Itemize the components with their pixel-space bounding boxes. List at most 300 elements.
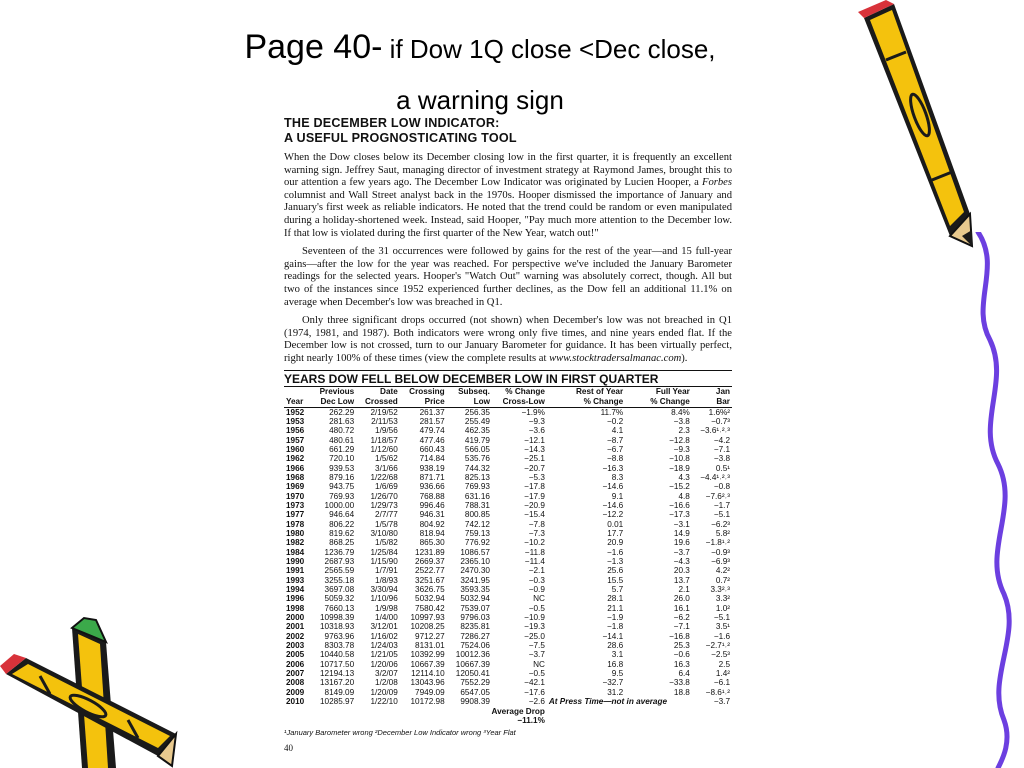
table-cell: −8.8 [607, 454, 624, 464]
table-cell: 2002 [286, 631, 305, 641]
press-time-note: At Press Time—not in average [548, 697, 668, 707]
table-cell: −1.3 [607, 557, 624, 566]
table-cell: −2.5³ [711, 650, 730, 660]
table-cell: −3.8 [713, 454, 730, 464]
table-cell: 1957 [286, 435, 305, 445]
table-cell: 10392.99 [410, 650, 445, 660]
table-header-cell: % Change [625, 397, 692, 408]
table-cell: 631.16 [464, 491, 490, 501]
table-cell: 2007 [286, 669, 305, 679]
crayon-top-right-icon [858, 0, 976, 250]
table-cell: 2365.10 [460, 557, 490, 566]
table-cell: 2.3 [678, 426, 690, 436]
table-cell: 6.4 [678, 669, 690, 679]
table-cell: −12.8 [669, 435, 690, 445]
table-cell: 7580.42 [415, 603, 445, 613]
table-row [284, 445, 732, 454]
table-cell: −0.9³ [711, 547, 730, 557]
table-row [284, 641, 732, 650]
table-cell: 1/26/70 [370, 491, 398, 501]
table-cell: 1/10/96 [370, 594, 398, 604]
table-cell: 8235.81 [460, 622, 490, 632]
table-cell: 10667.39 [410, 659, 445, 669]
table-cell: 10717.50 [320, 659, 355, 669]
table-cell: −7.3 [528, 528, 545, 538]
article-paragraph-3 [284, 315, 732, 365]
table-cell: 5059.32 [324, 594, 355, 604]
table-cell: −16.3 [602, 463, 624, 473]
table-cell: −3.8 [673, 416, 690, 426]
table-cell: −4.4¹˒²˒³ [700, 472, 730, 482]
table-cell: 7660.13 [324, 603, 355, 613]
table-cell: 479.74 [419, 426, 445, 436]
table-cell: 9763.96 [324, 631, 355, 641]
table-cell: −10.9 [524, 613, 545, 623]
table-row [284, 660, 732, 669]
table-cell: −0.9 [528, 585, 545, 595]
table-cell: 9.5 [611, 669, 624, 679]
table-cell: 819.62 [329, 528, 355, 538]
table-cell: 26.0 [673, 594, 690, 604]
crayon-bottom-left-icon [0, 614, 180, 768]
table-cell: 1962 [286, 454, 305, 464]
table-cell: 742.12 [464, 519, 490, 529]
table-header-cell: % Change [547, 397, 625, 408]
slide-title-line2: a warning sign [396, 85, 564, 115]
table-cell: 1/5/62 [375, 454, 398, 464]
table-cell: 744.32 [464, 463, 490, 473]
table-cell: −33.8 [669, 678, 690, 688]
table-cell: 759.13 [464, 528, 490, 538]
slide-title-page: Page 40- [244, 28, 383, 66]
table-cell: 3.3²˒³ [710, 585, 730, 595]
table-cell: 477.46 [419, 435, 445, 445]
table-cell: −10.8 [669, 454, 690, 464]
table-cell: 281.63 [329, 416, 355, 426]
table-cell: −7.5 [528, 641, 545, 651]
table-row [284, 464, 732, 473]
table-cell: 660.43 [419, 444, 445, 454]
table-cell: −14.3 [524, 444, 545, 454]
table-cell: 3/2/07 [375, 669, 398, 679]
table-cell: 1/2/08 [375, 678, 398, 688]
table-cell: −3.1 [673, 519, 690, 529]
table-cell: −17.6 [524, 687, 545, 697]
table-cell: 1/22/68 [370, 472, 398, 482]
table-cell: −3.7 [673, 547, 690, 557]
table-cell: −1.9% [521, 407, 545, 417]
table-cell: −12.2 [602, 510, 624, 520]
table-cell: −14.1 [602, 631, 624, 641]
table-cell: 1952 [286, 407, 305, 417]
table-cell: 4.3 [678, 472, 690, 482]
table-row [284, 407, 732, 417]
table-cell: −2.1 [528, 566, 545, 576]
table-cell: 3255.18 [324, 575, 355, 585]
table-row [284, 650, 732, 659]
table-cell: NC [533, 659, 545, 669]
table-cell: 5.7 [611, 585, 624, 595]
table-cell: 21.1 [607, 603, 624, 613]
table-cell: 1968 [286, 472, 305, 482]
table-header-row-1 [284, 386, 732, 397]
table-cell: 3241.95 [460, 575, 490, 585]
table-cell: 939.53 [329, 463, 355, 473]
page-number: 40 [284, 743, 293, 754]
table-cell: 12050.41 [455, 669, 490, 679]
table-cell: 462.35 [464, 426, 490, 436]
table-cell: −3.7 [713, 697, 730, 707]
table-cell: 281.57 [419, 416, 445, 426]
table-cell: 1000.00 [324, 500, 355, 510]
table-header-cell: Year [284, 397, 310, 408]
table-cell: −6.7 [607, 444, 624, 454]
table-cell: 1/8/93 [375, 575, 398, 585]
table-cell: 2522.77 [415, 566, 445, 576]
article-paragraph-2: Seventeen of the 31 occurrences were followed by gains for the rest of the year—and 15 full-year gains—after the low for the year was reached. For perspective we've included the January Barometer readings for the selected years. Hooper's "Watch Out" warning was absolutely correct, though. All but two of the instances since 1952 experienced further declines, as the Dow fell an additional 11.1% on average when December's low was breached in Q1. [284, 246, 732, 308]
table-cell: 661.29 [329, 444, 355, 454]
table-cell: 865.30 [419, 538, 445, 548]
table-cell: 6547.05 [460, 687, 490, 697]
table-cell: −5.3 [528, 472, 545, 482]
table-cell: −12.1 [524, 435, 545, 445]
table-cell: −9.3 [528, 416, 545, 426]
table-cell: 2470.30 [460, 566, 490, 576]
table-cell: 480.72 [329, 426, 355, 436]
table-cell: 720.10 [329, 454, 355, 464]
table-cell: 10172.98 [410, 697, 445, 707]
table-cell: 3/1/66 [375, 463, 398, 473]
table-header-cell: Dec Low [310, 397, 356, 408]
table-cell: −17.8 [524, 482, 545, 492]
table-cell: 3/10/80 [370, 528, 398, 538]
table-cell: −0.7³ [711, 416, 730, 426]
table-row [284, 697, 732, 706]
table-cell: −7.8 [528, 519, 545, 529]
table-cell: 1/20/09 [370, 687, 398, 697]
table-row [284, 520, 732, 529]
table-cell: 10997.93 [410, 613, 445, 623]
table-cell: 25.3 [673, 641, 690, 651]
table-cell: 1977 [286, 510, 305, 520]
table-row [284, 501, 732, 510]
table-cell: 10318.93 [320, 622, 355, 632]
table-cell: −1.8¹˒² [705, 538, 730, 548]
table-cell: 9.1 [611, 491, 624, 501]
table-cell: 1/25/84 [370, 547, 398, 557]
table-cell: 1/16/02 [370, 631, 398, 641]
table-row [284, 585, 732, 594]
table-cell: 7286.27 [460, 631, 490, 641]
table-cell: 1/24/03 [370, 641, 398, 651]
table-cell: 1/6/69 [375, 482, 398, 492]
table-cell: 20.3 [673, 566, 690, 576]
table-cell: 4.1 [611, 426, 624, 436]
table-cell: 1969 [286, 482, 305, 492]
table-cell: 10667.39 [455, 659, 490, 669]
table-row [284, 454, 732, 463]
table-cell: 1/4/00 [375, 613, 398, 623]
table-cell: 8303.78 [324, 641, 355, 651]
table-cell: 25.6 [607, 566, 624, 576]
table-row [284, 622, 732, 631]
table-cell: −19.3 [524, 622, 545, 632]
table-cell: −14.6 [602, 482, 624, 492]
table-header-cell: Crossed [356, 397, 400, 408]
table-cell: 1960 [286, 444, 305, 454]
table-cell: −2.6 [528, 697, 545, 707]
table-cell: 1990 [286, 557, 305, 566]
table-cell: −8.7 [607, 435, 624, 445]
table-header-cell: % Change [505, 386, 545, 396]
table-cell: 868.25 [329, 538, 355, 548]
table-cell: 2006 [286, 659, 305, 669]
article-heading-line1: THE DECEMBER LOW INDICATOR: [284, 116, 500, 130]
book-page-scan [284, 116, 732, 764]
table-cell: 3.5¹ [715, 622, 730, 632]
table-cell: 714.84 [419, 454, 445, 464]
table-cell: 13167.20 [320, 678, 355, 688]
table-cell: 1231.89 [415, 547, 445, 557]
table-cell: 2009 [286, 687, 305, 697]
table-cell: 1998 [286, 603, 305, 613]
table-cell: 13.7 [673, 575, 690, 585]
table-row [284, 613, 732, 622]
table-cell: 1/18/57 [370, 435, 398, 445]
table-cell: 1/7/91 [375, 566, 398, 576]
table-cell: −15.2 [669, 482, 690, 492]
table-cell: 1994 [286, 585, 305, 595]
p1-text-b: columnist and Wall Street analyst back in the 1970s. Hooper dismissed the importance of January and January's first week as reliable indicators. He noted that the trend could be random or even manipulated during a holiday-shortened week. Instead, said Hooper, "Pay much more attention to the December low. If that low is violated during the first quarter of the New Year, watch out!" [284, 189, 732, 239]
table-cell: 2/19/52 [370, 407, 398, 417]
table-cell: 0.5¹ [715, 463, 730, 473]
table-cell: −6.2³ [711, 519, 730, 529]
table-cell: 2005 [286, 650, 305, 660]
table-cell: 535.76 [464, 454, 490, 464]
table-row [284, 604, 732, 613]
table-cell: 768.88 [419, 491, 445, 501]
table-cell: 946.64 [329, 510, 355, 520]
table-cell: 1973 [286, 500, 305, 510]
table-average-row [284, 707, 732, 716]
table-cell: 8.3 [611, 472, 624, 482]
table-cell: 2000 [286, 613, 305, 623]
table-cell: 3626.75 [415, 585, 445, 595]
table-cell: 16.8 [607, 659, 624, 669]
table-row [284, 688, 732, 697]
table-cell: 261.37 [419, 407, 445, 417]
table-cell: −20.9 [524, 500, 545, 510]
table-cell: 5032.94 [415, 594, 445, 604]
table-cell: 16.3 [673, 659, 690, 669]
table-cell: −3.6 [528, 426, 545, 436]
slide-title [100, 24, 860, 123]
table-cell: 566.05 [464, 444, 490, 454]
dow-table [284, 386, 732, 726]
table-cell: 20.9 [607, 538, 624, 548]
table-cell: −0.5 [528, 669, 545, 679]
table-cell: 13043.96 [410, 678, 445, 688]
table-cell: 1.4² [715, 669, 730, 679]
table-header-cell: Rest of Year [575, 386, 624, 396]
table-cell: 769.93 [464, 482, 490, 492]
table-cell: 946.31 [419, 510, 445, 520]
table-cell: −5.1 [713, 613, 730, 623]
table-cell: −6.9³ [711, 557, 730, 566]
table-cell: 18.8 [673, 687, 690, 697]
table-cell: 825.13 [464, 472, 490, 482]
table-cell: 1980 [286, 528, 305, 538]
table-cell: 1/15/90 [370, 557, 398, 566]
table-cell: −3.7 [528, 650, 545, 660]
table-cell: −0.8 [713, 482, 730, 492]
table-cell: 1/21/05 [370, 650, 398, 660]
table-cell: −17.3 [669, 510, 690, 520]
table-cell: −16.8 [669, 631, 690, 641]
table-cell: −0.5 [528, 603, 545, 613]
table-cell: 2001 [286, 622, 305, 632]
table-cell: −8.6¹˒² [705, 687, 730, 697]
table-cell: 1984 [286, 547, 305, 557]
table-row [284, 492, 732, 501]
table-row [284, 436, 732, 445]
table-cell: 3697.08 [324, 585, 355, 595]
table-cell: 1978 [286, 519, 305, 529]
table-cell: 28.1 [607, 594, 624, 604]
table-cell: 7539.07 [460, 603, 490, 613]
table-cell: −0.3 [528, 575, 545, 585]
table-cell: −6.1 [713, 678, 730, 688]
table-row [284, 566, 732, 575]
table-cell: 19.6 [673, 538, 690, 548]
table-cell: 5.8² [715, 528, 730, 538]
table-cell: 1/5/82 [375, 538, 398, 548]
table-cell: 3.1 [611, 650, 624, 660]
table-cell: 776.92 [464, 538, 490, 548]
p1-text-a: When the Dow closes below its December closing low in the first quarter, it is frequently an excellent warning sign. Jeffrey Saut, managing director of investment strategy at Raymond James, brought this to our attention a few years ago. The December Low Indicator was originated by Lucien Hooper, a [284, 152, 732, 189]
table-cell: 4.8 [678, 491, 690, 501]
table-cell: 1991 [286, 566, 305, 576]
table-cell: −7.1 [713, 444, 730, 454]
table-cell: 2565.59 [324, 566, 355, 576]
table-cell: 2669.37 [415, 557, 445, 566]
average-drop-value: −11.1% [517, 715, 545, 725]
table-cell: −18.9 [669, 463, 690, 473]
table-cell: 1/9/98 [375, 603, 398, 613]
table-cell: 4.2² [715, 566, 730, 576]
table-cell: 1/20/06 [370, 659, 398, 669]
table-cell: 480.61 [329, 435, 355, 445]
article-heading-line2: A USEFUL PROGNOSTICATING TOOL [284, 131, 517, 145]
average-drop-label: Average Drop [491, 706, 545, 716]
p3-text-b: ). [681, 352, 688, 364]
table-cell: −16.6 [669, 500, 690, 510]
table-cell: 10998.39 [320, 613, 355, 623]
table-cell: 1970 [286, 491, 305, 501]
table-cell: 2.5 [718, 659, 730, 669]
table-header-cell [284, 386, 310, 397]
table-row [284, 417, 732, 426]
table-row [284, 473, 732, 482]
table-body [284, 407, 732, 707]
table-cell: 9796.03 [460, 613, 490, 623]
table-cell: 1993 [286, 575, 305, 585]
table-cell: −14.6 [602, 500, 624, 510]
table-cell: 16.1 [673, 603, 690, 613]
table-cell: −0.6 [673, 650, 690, 660]
table-cell: 419.79 [464, 435, 490, 445]
table-cell: 256.35 [464, 407, 490, 417]
table-cell: 818.94 [419, 528, 445, 538]
table-header-cell: Full Year [655, 386, 690, 396]
table-cell: −25.1 [524, 454, 545, 464]
table-cell: 14.9 [673, 528, 690, 538]
table-cell: 1086.57 [460, 547, 490, 557]
table-cell: 2008 [286, 678, 305, 688]
table-header-cell: Subseq. [458, 386, 490, 396]
table-header-cell: Date [380, 386, 398, 396]
table-cell: 1966 [286, 463, 305, 473]
table-cell: 871.71 [419, 472, 445, 482]
table-cell: 31.2 [607, 687, 624, 697]
purple-squiggle-icon [968, 232, 1024, 768]
table-header-cell: Previous [319, 386, 355, 396]
table-cell: 5032.94 [460, 594, 490, 604]
table-cell: −11.8 [524, 547, 545, 557]
table-row [284, 678, 732, 687]
table-cell: −10.2 [524, 538, 545, 548]
table-cell: 1953 [286, 416, 305, 426]
table-cell: −1.9 [607, 613, 624, 623]
table-cell: 3/30/94 [370, 585, 398, 595]
table-cell: 8.4% [671, 407, 690, 417]
table-cell: −7.1 [673, 622, 690, 632]
table-cell: 1/29/73 [370, 500, 398, 510]
table-row [284, 669, 732, 678]
table-cell: 7552.29 [460, 678, 490, 688]
table-cell: 10285.97 [320, 697, 355, 707]
table-cell: 2/7/77 [375, 510, 398, 520]
table-header-row-2 [284, 397, 732, 408]
table-cell: 1236.79 [324, 547, 355, 557]
table-cell: 9908.39 [460, 697, 490, 707]
table-cell: 2/11/53 [371, 416, 398, 426]
table-cell: 28.6 [607, 641, 624, 651]
table-row [284, 594, 732, 603]
table-cell: 12114.10 [411, 669, 445, 679]
table-cell: 1956 [286, 426, 305, 436]
table-cell: NC [533, 594, 545, 604]
table-cell: 9712.27 [415, 631, 445, 641]
p1-forbes: Forbes [701, 177, 732, 189]
table-cell: −1.6 [607, 547, 624, 557]
p3-text-a: Only three significant drops occurred (not shown) when December's low was not breached in Q1 (1974, 1981, and 1987). Both indicators were wrong only five times, and nine years ended flat. If the December low is not crossed, turn to our January Barometer for guidance. It has been virtually perfect, right nearly 100% of these times (view the complete results at [284, 315, 732, 364]
table-cell: 10440.58 [320, 650, 355, 660]
slide-title-rest: if Dow 1Q close <Dec close, [382, 34, 716, 64]
p3-website: www.stocktradersalmanac.com [549, 352, 682, 364]
table-cell: 11.7% [600, 407, 624, 417]
table-cell: −1.6 [713, 631, 730, 641]
table-cell: −0.2 [607, 416, 624, 426]
table-row [284, 557, 732, 566]
table-row [284, 510, 732, 519]
table-header-cell: Price [400, 397, 447, 408]
table-cell: 788.31 [464, 500, 490, 510]
table-cell: 1/9/56 [375, 426, 398, 436]
table-average-value-row [284, 716, 732, 725]
table-row [284, 632, 732, 641]
table-cell: −4.3 [673, 557, 690, 566]
